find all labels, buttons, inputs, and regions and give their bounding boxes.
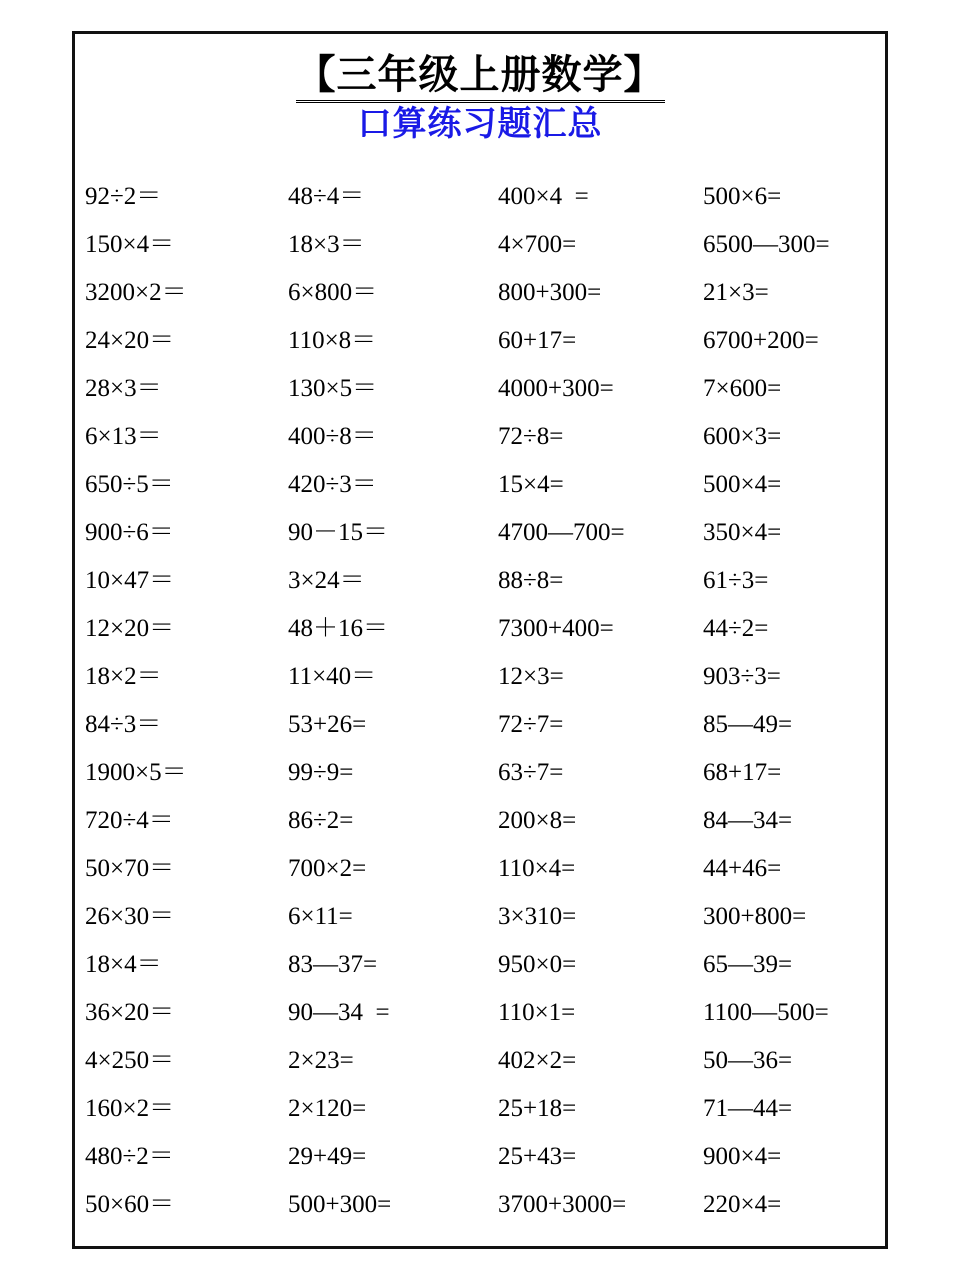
problem-item: 12×3=	[498, 663, 564, 690]
problem-item: 21×3=	[703, 279, 769, 306]
problem-item: 44+46=	[703, 855, 782, 882]
problem-item: 15×4=	[498, 471, 564, 498]
problem-item: 99÷9=	[288, 759, 354, 786]
problem-item: 6×800＝	[288, 279, 378, 306]
problem-item: 84—34=	[703, 807, 793, 834]
problem-item: 4000+300=	[498, 375, 614, 402]
problem-item: 903÷3=	[703, 663, 781, 690]
problem-item: 65—39=	[703, 951, 793, 978]
problem-item: 950×0=	[498, 951, 577, 978]
problem-item: 480÷2＝	[85, 1143, 174, 1170]
problem-item: 72÷8=	[498, 423, 564, 450]
problem-item: 71—44=	[703, 1095, 793, 1122]
problem-item: 92÷2＝	[85, 183, 162, 210]
problem-item: 25+43=	[498, 1143, 577, 1170]
problem-item: 50×70＝	[85, 855, 175, 882]
problem-item: 4×250＝	[85, 1047, 175, 1074]
problem-item: 2×120=	[288, 1095, 367, 1122]
problem-item: 500+300=	[288, 1191, 392, 1218]
problem-item: 3700+3000=	[498, 1191, 627, 1218]
problem-grid	[85, 173, 881, 1229]
problem-item: 36×20＝	[85, 999, 175, 1026]
problem-item: 800+300=	[498, 279, 602, 306]
problem-item: 400×4 =	[498, 183, 589, 210]
problem-item: 18×4＝	[85, 951, 162, 978]
problem-item: 25+18=	[498, 1095, 577, 1122]
problem-item: 1100—500=	[703, 999, 829, 1026]
problem-item: 7300+400=	[498, 615, 614, 642]
page-border-frame	[72, 31, 888, 1249]
problem-item: 86÷2=	[288, 807, 354, 834]
problem-item: 500×4=	[703, 471, 782, 498]
problem-item: 11×40＝	[288, 663, 377, 690]
problem-item: 61÷3=	[703, 567, 769, 594]
problem-item: 500×6=	[703, 183, 782, 210]
problem-item: 18×3＝	[288, 231, 365, 258]
problem-item: 12×20＝	[85, 615, 175, 642]
problem-item: 72÷7=	[498, 711, 564, 738]
problem-item: 402×2=	[498, 1047, 577, 1074]
problem-item: 6×11=	[288, 903, 353, 930]
problem-item: 6500—300=	[703, 231, 830, 258]
problem-item: 44÷2=	[703, 615, 769, 642]
problem-item: 220×4=	[703, 1191, 782, 1218]
problem-item: 420÷3＝	[288, 471, 377, 498]
problem-item: 90—34 =	[288, 999, 390, 1026]
problem-item: 2×23=	[288, 1047, 354, 1074]
problem-item: 6×13＝	[85, 423, 162, 450]
problem-item: 50—36=	[703, 1047, 793, 1074]
problem-item: 110×4=	[498, 855, 576, 882]
problem-item: 48＋16＝	[288, 615, 389, 642]
problem-item: 3200×2＝	[85, 279, 187, 306]
problem-item: 350×4=	[703, 519, 782, 546]
problem-item: 600×3=	[703, 423, 782, 450]
problem-item: 48÷4＝	[288, 183, 365, 210]
problem-item: 110×8＝	[288, 327, 377, 354]
problem-item: 63÷7=	[498, 759, 564, 786]
problem-item: 4×700=	[498, 231, 577, 258]
problem-item: 24×20＝	[85, 327, 175, 354]
problem-item: 28×3＝	[85, 375, 162, 402]
problem-item: 90－15＝	[288, 519, 389, 546]
problem-item: 50×60＝	[85, 1191, 175, 1218]
problem-item: 88÷8=	[498, 567, 564, 594]
problem-item: 110×1=	[498, 999, 576, 1026]
problem-item: 900×4=	[703, 1143, 782, 1170]
main-title-wrapper	[75, 52, 885, 103]
problem-item: 85—49=	[703, 711, 793, 738]
problem-item: 200×8=	[498, 807, 577, 834]
problem-item: 900÷6＝	[85, 519, 174, 546]
problem-item: 7×600=	[703, 375, 782, 402]
problem-item: 10×47＝	[85, 567, 175, 594]
problem-item: 3×310=	[498, 903, 577, 930]
problem-item: 300+800=	[703, 903, 807, 930]
page-subtitle: 口算练习题汇总	[357, 104, 603, 144]
problem-item: 160×2＝	[85, 1095, 175, 1122]
problem-item: 3×24＝	[288, 567, 365, 594]
problem-item: 26×30＝	[85, 903, 175, 930]
problem-item: 84÷3＝	[85, 711, 162, 738]
problem-item: 150×4＝	[85, 231, 175, 258]
problem-item: 83—37=	[288, 951, 378, 978]
page-title: 【三年级上册数学】	[296, 52, 665, 103]
problem-item: 4700—700=	[498, 519, 625, 546]
problem-item: 68+17=	[703, 759, 782, 786]
problem-item: 6700+200=	[703, 327, 819, 354]
problem-item: 53+26=	[288, 711, 367, 738]
title-block	[75, 34, 885, 145]
problem-item: 1900×5＝	[85, 759, 187, 786]
problem-item: 18×2＝	[85, 663, 162, 690]
problem-item: 700×2=	[288, 855, 367, 882]
problem-item: 29+49=	[288, 1143, 367, 1170]
problem-item: 400÷8＝	[288, 423, 377, 450]
problem-item: 60+17=	[498, 327, 577, 354]
problem-item: 650÷5＝	[85, 471, 174, 498]
problem-item: 130×5＝	[288, 375, 378, 402]
problem-item: 720÷4＝	[85, 807, 174, 834]
